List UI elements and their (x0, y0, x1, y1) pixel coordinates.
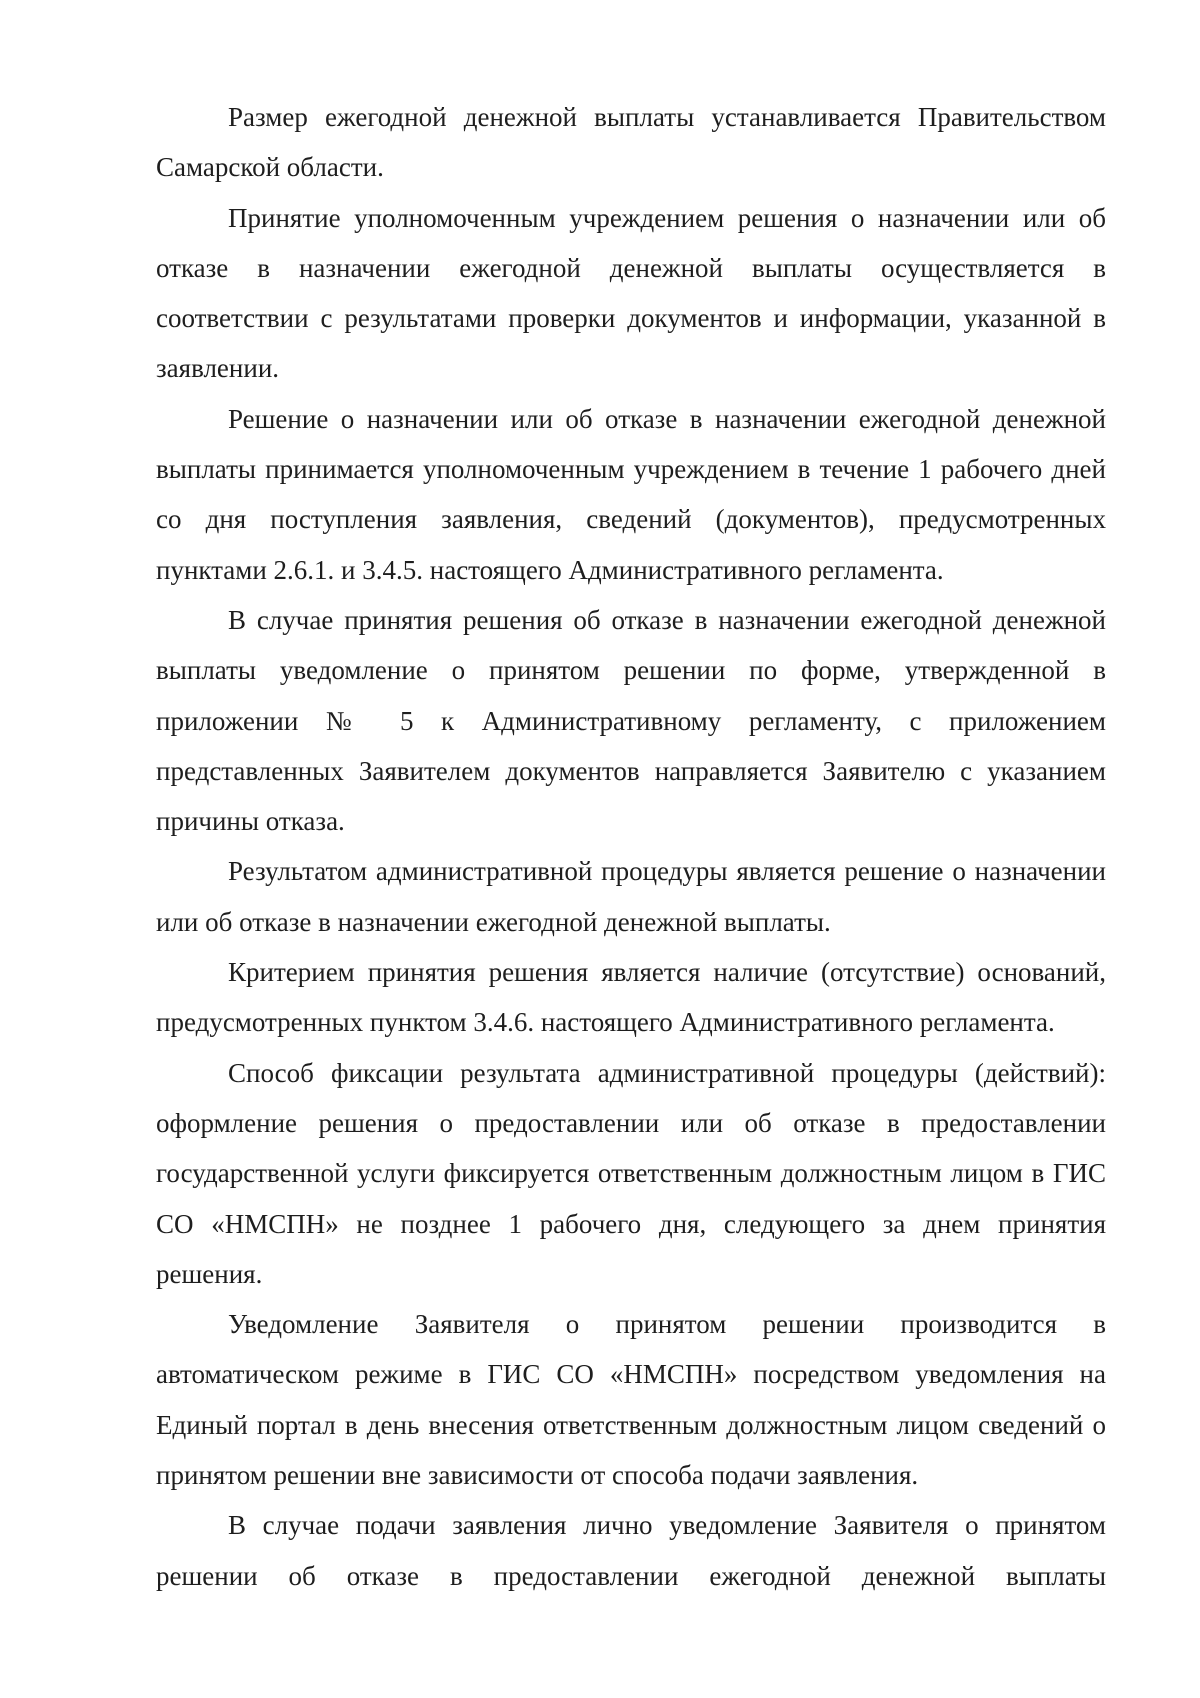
paragraph-refusal-notice: В случае принятия решения об отказе в назначении ежегодной денежной выплаты уведомление о принятом решении по форме, утвержденной в приложении № 5 к Административному регламенту, с приложением представленных Заявителем документов направляется Заявителю с указанием причины отказа. (156, 604, 1106, 837)
paragraph-decision-basis: Принятие уполномоченным учреждением решения о назначении или об отказе в назначении ежегодной денежной выплаты осуществляется в соответствии с результатами проверки документов и информации, указанной в заявлении. (156, 202, 1106, 384)
paragraph-procedure-result: Результатом административной процедуры является решение о назначении или об отказе в назначении ежегодной денежной выплаты. (156, 856, 1106, 937)
paragraph-decision-term: Решение о назначении или об отказе в назначении ежегодной денежной выплаты принимается уполномоченным учреждением в течение 1 рабочего дней со дня поступления заявления, сведений (документов), предусмотренных пунктами 2.6.1. и 3.4.5. настоящего Административного регламента. (156, 403, 1106, 585)
paragraph-payment-amount: Размер ежегодной денежной выплаты устанавливается Правительством Самарской области. (156, 102, 1106, 183)
paragraph-applicant-notification: Уведомление Заявителя о принятом решении производится в автоматическом режиме в ГИС СО «НМСПН» посредством уведомления на Единый портал в день внесения ответственным должностным лицом сведений о принятом решении вне зависимости от способа подачи заявления. (156, 1309, 1106, 1491)
document-body (156, 92, 1106, 1601)
paragraph-decision-criterion: Критерием принятия решения является наличие (отсутствие) оснований, предусмотренных пунктом 3.4.6. настоящего Административного регламента. (156, 957, 1106, 1038)
paragraph-personal-submission: В случае подачи заявления лично уведомление Заявителя о принятом решении об отказе в предоставлении ежегодной денежной выплаты (156, 1510, 1106, 1591)
paragraph-fixation-method: Способ фиксации результата административной процедуры (действий): оформление решения о предоставлении или об отказе в предоставлении государственной услуги фиксируется ответственным должностным лицом в ГИС СО «НМСПН» не позднее 1 рабочего дня, следующего за днем принятия решения. (156, 1057, 1106, 1289)
